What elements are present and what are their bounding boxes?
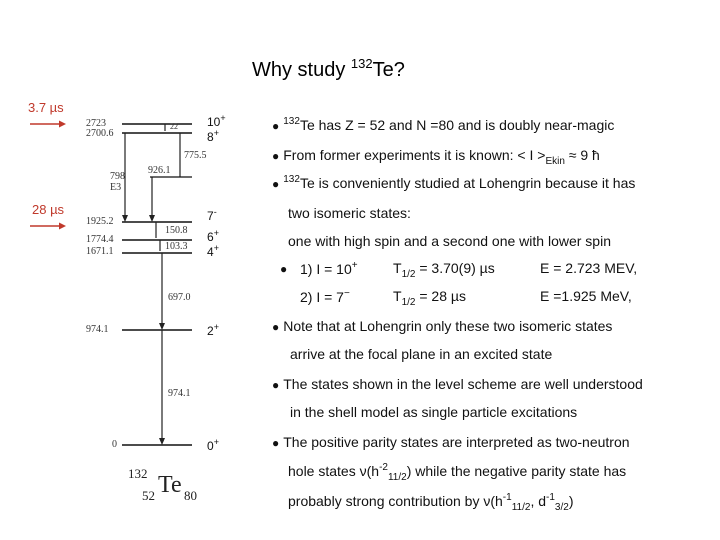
transition-label: 22 [170,122,178,131]
isomer2-lifetime-label: 28 µs [32,202,65,217]
transition-label: 798 [110,171,125,182]
isomer-row-1-spin: 1) I = 10+ [300,260,358,277]
transition-label: 775.5 [184,150,207,161]
isomer-row-2-halflife: $T_{1/2} = 28$ µs [393,288,466,308]
level-energy-label: 1925.2 [86,216,114,227]
bullet-4-line-2: arrive at the focal plane in an excited state [290,346,553,362]
transition-label: E3 [110,182,122,193]
isomer-row-2-energy: E =1.925 MeV, [540,288,632,304]
transition-label: 150.8 [165,225,188,236]
isomer-row-1-energy: E = 2.723 MEV, [540,260,638,276]
nucleus-element: Te [158,472,182,498]
bullet-5: ● The states shown in the level scheme are well understood [272,376,643,392]
spin-label: 10+ [207,113,226,129]
nucleus-mass: 132 [128,466,148,481]
bullet-3-line-3: one with high spin and a second one with lower spin [288,233,611,249]
level-energy-label: 974.1 [86,324,109,335]
bullet-5-line-2: in the shell model as single particle excitations [290,404,578,420]
level-energy-label: 0 [112,439,117,450]
bullet-3-line-2: two isomeric states: [288,205,411,221]
bullet-4: ● Note that at Lohengrin only these two isomeric states [272,318,613,334]
title-text: Why study [252,59,346,81]
level-energy-label: 1671.1 [86,246,114,257]
spin-label: 6+ [207,228,219,244]
bullet-6-line-2: hole states $\nu(h^{-2}_{11/2})$ while the negative parity state has [288,462,627,483]
spin-label: 2+ [207,322,219,338]
title-element: Te? [372,59,405,81]
transition-label: 697.0 [168,292,191,303]
bullet-1: ● $^{132}$Te has Z = 52 and N =80 and is doubly near-magic [272,116,615,133]
isomer1-lifetime-label: 3.7 µs [28,100,64,115]
isomer-row-2-spin: 2) I = 7− [300,288,350,305]
spin-label: 8+ [207,128,219,144]
level-energy-label: 1774.4 [86,234,114,245]
nucleus-n: 80 [184,488,197,503]
isomer-row-1-halflife: $T_{1/2} = 3.70(9)$ µs [393,260,495,280]
level-energy-label: 2723 [86,118,106,129]
isomer2-arrow [30,223,66,230]
spin-label: 7- [207,207,217,223]
transition-label: 926.1 [148,165,171,176]
title-mass: 132 [350,56,373,71]
isomer-row-1-marker: ● [280,262,288,276]
bullet-2: ● From former experiments it is known: < $I >_{Ekin} \approx 9$ ħ [272,147,600,167]
bullet-6: ● The positive parity states are interpreted as two-neutron [272,434,630,450]
spin-label: 4+ [207,243,219,259]
spin-label: 0+ [207,437,219,453]
bullet-6-line-3: probably strong contribution by $\nu(h^{-1}_{11/2}$, $d^{-1}_{3/2}$) [288,492,574,513]
transition-label: 103.3 [165,241,188,252]
level-energy-label: 2700.6 [86,128,114,139]
bullet-3: ● $^{132}$Te is conveniently studied at Lohengrin because it has [272,174,636,191]
transition-label: 974.1 [168,388,191,399]
nucleus-z: 52 [142,488,155,503]
isomer1-arrow [30,121,66,128]
